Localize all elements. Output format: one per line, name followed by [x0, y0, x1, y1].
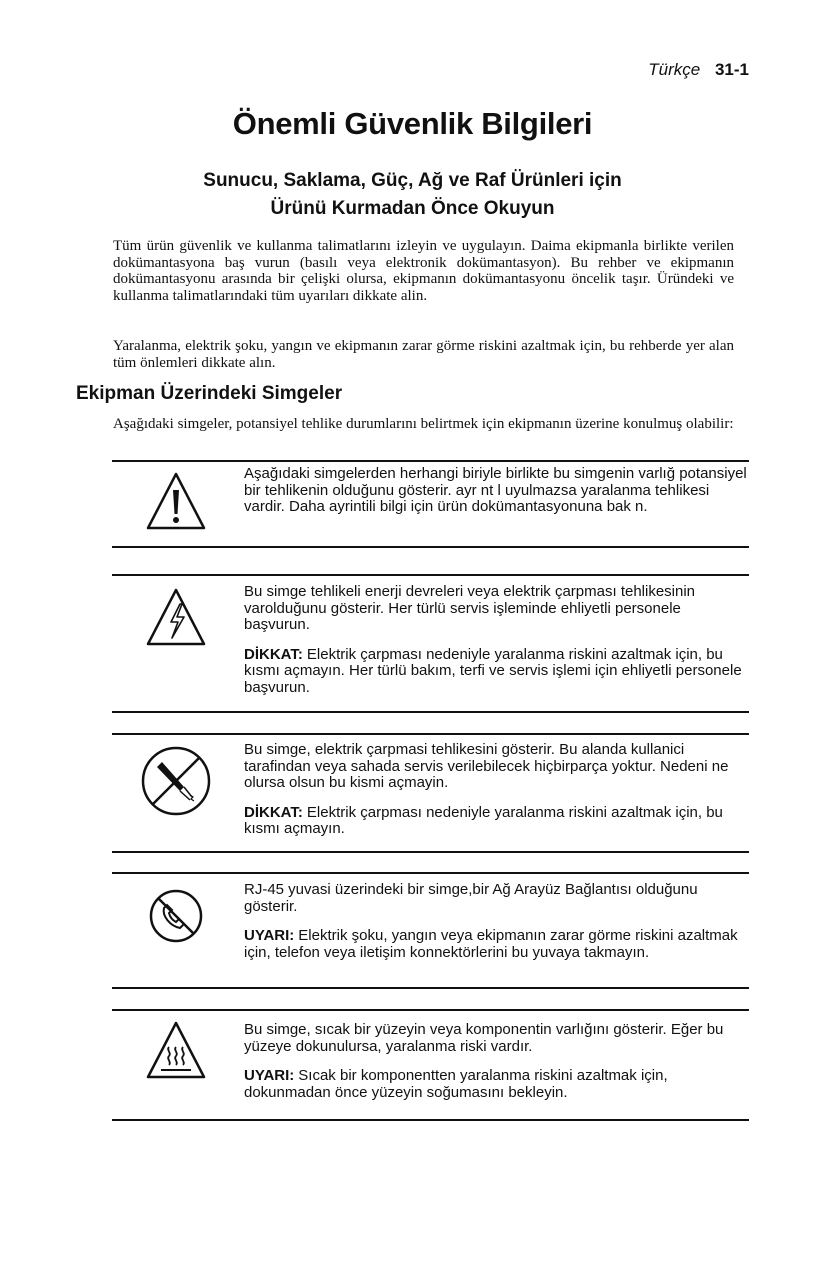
- hot-surface-icon: [144, 1019, 208, 1083]
- symbol-row-rj45: [112, 872, 749, 989]
- subtitle-line-1: Sunucu, Saklama, Güç, Ağ ve Raf Ürünleri için: [203, 170, 622, 191]
- symbol-text: [244, 742, 747, 838]
- page-header: [648, 60, 749, 80]
- note-label: DİKKAT:: [244, 803, 303, 821]
- symbol-description: Bu simge, sıcak bir yüzeyin veya komponentin varlığını gösterir. Eğer bu yüzeye dokunulursa, yaralanma riski vardır.: [244, 1021, 724, 1055]
- intro-paragraph-2: Yaralanma, elektrik şoku, yangın ve ekipmanın zarar görme riskini azaltmak için, bu rehberde yer alan tüm önlemleri dikkate alın.: [113, 338, 734, 371]
- electric-hazard-icon: [144, 586, 208, 650]
- section-intro: Aşağıdaki simgeler, potansiyel tehlike durumlarını belirtmek için ekipmanın üzerine konulmuş olabilir:: [113, 416, 734, 432]
- warning-exclamation-icon: [144, 470, 208, 534]
- symbol-row-no-service: [112, 733, 749, 853]
- symbol-text: [244, 882, 747, 961]
- note-text: Elektrik şoku, yangın veya ekipmanın zarar görme riskini azaltmak için, telefon veya iletişim konnektörlerini bu yuvaya takmayın.: [244, 927, 738, 961]
- symbol-text: [244, 1022, 747, 1101]
- symbol-description: Bu simge tehlikeli enerji devreleri veya elektrik çarpması tehlikesinin varolduğunu gösterir. Her türlü servis işleminde ehliyetli personele başvurun.: [244, 583, 696, 633]
- header-language: Türkçe: [648, 60, 701, 79]
- section-heading: Ekipman Üzerindeki Simgeler: [76, 383, 343, 404]
- symbol-row-electric: [112, 574, 749, 713]
- note-text: Sıcak bir komponentten yaralanma riskini azaltmak için, dokunmadan önce yüzeyin soğumasını bekleyin.: [244, 1067, 668, 1101]
- symbol-description: Bu simge, elektrik çarpmasi tehlikesini gösterir. Bu alanda kullanici tarafindan veya sahada servis verilebilecek hiçbirparça yoktur. Nedeni ne olursa olsun bu kismi açmayin.: [244, 741, 729, 791]
- note-label: DİKKAT:: [244, 645, 303, 663]
- note-label: UYARI:: [244, 927, 295, 944]
- symbol-note: [244, 647, 747, 697]
- symbol-row-warning: [112, 460, 749, 548]
- symbol-note: [244, 928, 747, 961]
- intro-paragraph-1: Tüm ürün güvenlik ve kullanma talimatlarını izleyin ve uygulayın. Daima ekipmanla birlikte verilen dokümantasyona baş vurun (basılı veya elektronik dokümantasyon). Bu rehber ve ekipmanın dokümantasyonu arasında bir çelişki olursa, ekipmanın dokümantasyonu öncelik taşır. Üründeki ve kullanma talimatlarındaki tüm uyarıları dikkate alin.: [113, 238, 734, 304]
- note-label: UYARI:: [244, 1067, 295, 1084]
- note-text: Elektrik çarpması nedeniyle yaralanma riskini azaltmak için, bu kısmı açmayın.: [244, 803, 723, 837]
- symbol-note: [244, 1068, 747, 1101]
- symbol-text: [244, 584, 747, 696]
- symbol-row-hot-surface: [112, 1009, 749, 1121]
- symbol-text: [244, 466, 747, 516]
- symbol-description: Aşağıdaki simgelerden herhangi biriyle birlikte bu simgenin varlığ potansiyel bir tehlikenin olduğunu gösterir. ayr nt l uyulmazsa yaralanma tehlikesi vardir. Daha ayrintili bilgi için ürün dokümantasyonuna bak n.: [244, 465, 747, 515]
- note-text: Elektrik çarpması nedeniyle yaralanma riskini azaltmak için, bu kısmı açmayın. Her türlü bakım, terfi ve servis işlemi için ehliyetli personele başvurun.: [244, 645, 742, 696]
- subtitle-line-2: Ürünü Kurmadan Önce Okuyun: [270, 198, 555, 219]
- no-user-serviceable-parts-icon: [140, 745, 212, 817]
- symbol-note: [244, 805, 747, 838]
- page-number: 31-1: [714, 60, 749, 79]
- page-title: Önemli Güvenlik Bilgileri: [232, 106, 593, 141]
- symbol-description: RJ-45 yuvasi üzerindeki bir simge,bir Ağ Arayüz Bağlantısı olduğunu gösterir.: [244, 881, 698, 915]
- no-telephone-connector-icon: [148, 888, 204, 944]
